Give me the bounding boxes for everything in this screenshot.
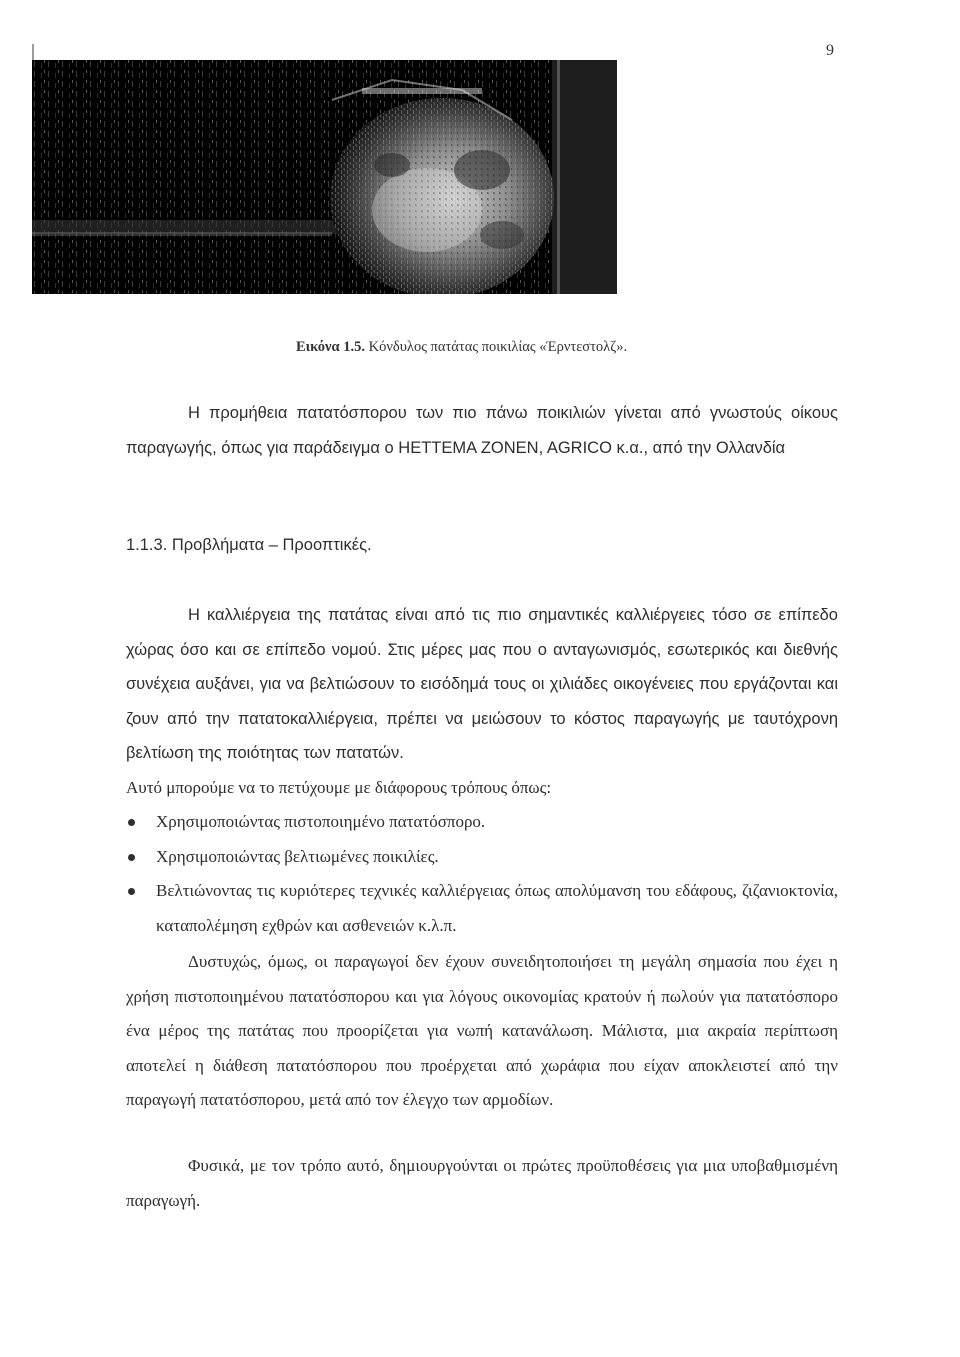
figure-caption [296, 339, 627, 356]
potato-tuber-photo [32, 60, 617, 294]
potato-tuber-image [32, 60, 617, 294]
paragraph-problems: Η καλλιέργεια της πατάτας είναι από τις πιο σημαντικές καλλιέργειες τόσο σε επίπεδο χώρας όσο και σε επίπεδο νομού. Στις μέρες μας που ο ανταγωνισμός, εσωτερικός και διεθνής συνέχεια αυξάνει, για να βελτιώσουν το εισόδημά τους οι χιλιάδες οικογένειες που εργάζονται και ζουν από την πατατοκαλλιέργεια, πρέπει να μειώσουν το κόστος παραγωγής με ταυτόχρονη βελτίωση της ποιότητας των πατατών. [126, 606, 838, 762]
list-item-text: Χρησιμοποιώντας πιστοποιημένο πατατόσπορο. [156, 812, 486, 831]
paragraph-methods-intro: Αυτό μπορούμε να το πετύχουμε με διάφορους τρόπους όπως: [126, 778, 552, 797]
figure-caption-text: Κόνδυλος πατάτας ποικιλίας «Έρντεστολζ». [365, 339, 628, 355]
list-item [126, 840, 838, 875]
section-heading: 1.1.3. Προβλήματα – Προοπτικές. [126, 536, 372, 554]
figure-caption-label: Εικόνα 1.5. [296, 339, 365, 355]
bullet-icon [128, 819, 135, 826]
paragraph-seed-problem: Δυστυχώς, όμως, οι παραγωγοί δεν έχουν συνειδητοποιήσει τη μεγάλη σημασία που έχει η χρήση πιστοποιημένου πατατόσπορου και για λόγους οικονομίας κρατούν ή πωλούν για πατατόσπορο ένα μέρος της πατάτας που προορίζεται για νωπή κατανάλωση. Μάλιστα, μια ακραία περίπτωση αποτελεί η διάθεση πατατόσπορου που προέρχεται από χωράφια που είχαν αποκλειστεί από την παραγωγή πατατόσπορου, μετά από τον έλεγχο των αρμοδίων. [126, 952, 838, 1109]
list-item-text: Χρησιμοποιώντας βελτιωμένες ποικιλίες. [156, 846, 439, 866]
methods-list [126, 805, 838, 943]
list-item-text: Βελτιώνοντας τις κυριότερες τεχνικές καλλιέργειας όπως απολύμανση του εδάφους, ζιζανιοκτονία, καταπολέμηση εχθρών και ασθενειών κ.λ.π. [156, 881, 838, 935]
intro-paragraph: Η προμήθεια πατατόσπορου των πιο πάνω ποικιλιών γίνεται από γνωστούς οίκους παραγωγής, όπως για παράδειγμα ο HETTEMA ZONEN, AGRICO κ.α., από την Ολλανδία [126, 404, 838, 457]
bullet-icon [128, 888, 135, 895]
list-item [126, 874, 838, 943]
paragraph-conclusion: Φυσικά, με τον τρόπο αυτό, δημιουργούνται οι πρώτες προϋποθέσεις για μια υποβαθμισμένη παραγωγή. [126, 1156, 838, 1210]
page-number: 9 [826, 42, 834, 59]
list-item [126, 805, 838, 840]
bullet-icon [128, 854, 135, 861]
